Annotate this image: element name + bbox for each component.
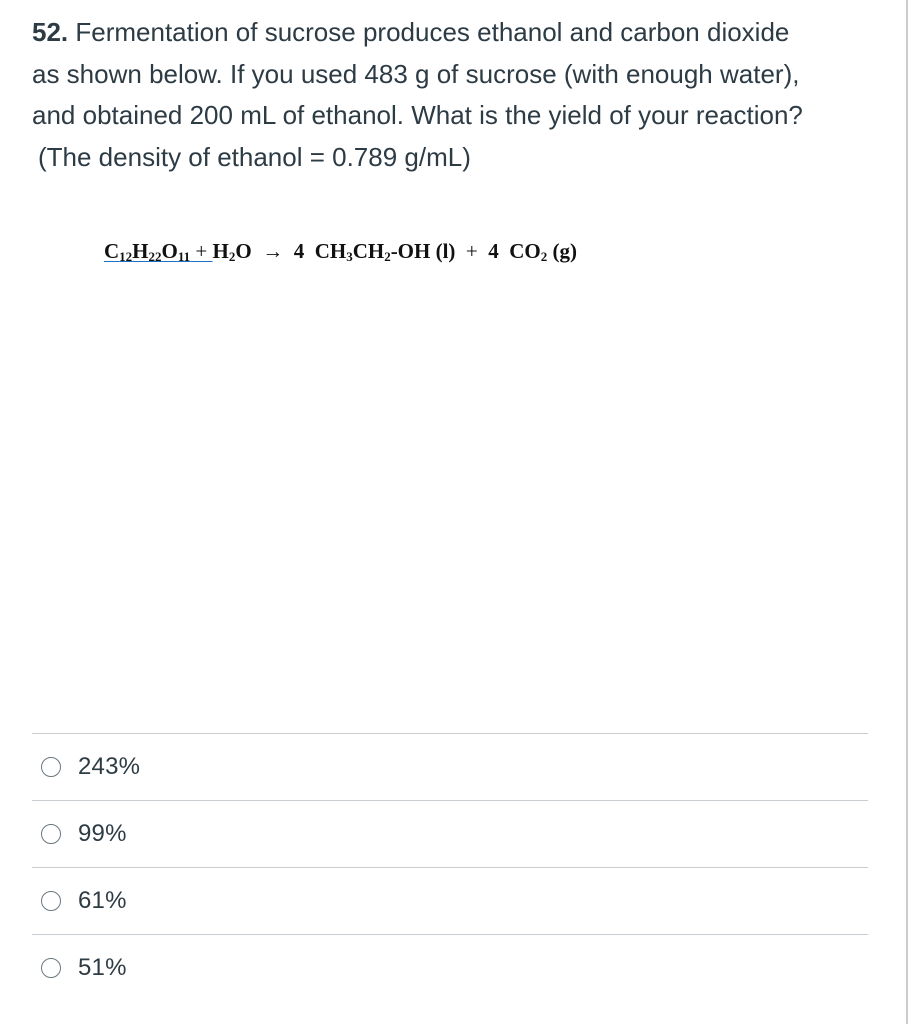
reaction-arrow-icon: →: [251, 239, 294, 263]
ethanol-sub-1: 3: [346, 249, 353, 264]
question-line-2: as shown below. If you used 483 g of sucrose (with enough water),: [32, 58, 800, 89]
co2-sub-1: 2: [540, 249, 548, 264]
co2-part-2: (g): [547, 239, 578, 263]
co2-coefficient: 4: [488, 239, 510, 263]
sucrose-o-sub: 11: [177, 249, 191, 264]
water-o: O: [235, 239, 252, 263]
answer-label-1: 243%: [78, 753, 141, 780]
question-line-4: (The density of ethanol = 0.789 g/mL): [38, 141, 471, 172]
plus-sign-2: +: [455, 239, 489, 263]
sucrose-h: H: [132, 239, 149, 263]
ethanol-sub-2: 2: [384, 249, 391, 264]
ethanol-part-3: -OH (l): [390, 239, 456, 263]
radio-button-icon[interactable]: [41, 958, 61, 978]
sucrose-c-sub: 12: [119, 249, 133, 264]
sucrose-h-sub: 22: [148, 249, 162, 264]
water-h: H: [212, 239, 229, 263]
plus-sign-1: +: [190, 239, 213, 263]
question-line-3: and obtained 200 mL of ethanol. What is the yield of your reaction?: [32, 100, 803, 130]
sucrose-o: O: [161, 239, 178, 263]
answer-label-3: 61%: [78, 887, 127, 914]
question-text: [32, 12, 877, 178]
ethanol-part-1: CH: [314, 239, 347, 263]
answer-label-2: 99%: [78, 820, 127, 847]
question-number: 52.: [32, 17, 69, 47]
question-line-1: [32, 12, 877, 54]
answer-option-3[interactable]: [32, 867, 868, 934]
water-h-sub: 2: [228, 249, 236, 264]
ethanol-coefficient: 4: [293, 239, 315, 263]
ethanol-formula: [315, 239, 456, 263]
chemical-equation: [104, 236, 577, 266]
question-line-1-text: Fermentation of sucrose produces ethanol and carbon dioxide: [68, 17, 790, 47]
sucrose-formula: [104, 239, 213, 263]
answer-option-2[interactable]: [32, 800, 868, 867]
answer-option-1[interactable]: [32, 733, 868, 800]
radio-button-icon[interactable]: [41, 757, 61, 777]
answer-label-4: 51%: [78, 954, 127, 981]
ethanol-part-2: CH: [352, 239, 385, 263]
water-formula: [213, 239, 252, 263]
answer-list: [32, 733, 868, 1001]
radio-button-icon[interactable]: [41, 891, 61, 911]
radio-button-icon[interactable]: [41, 824, 61, 844]
co2-formula: [509, 239, 577, 263]
co2-part-1: CO: [509, 239, 541, 263]
answer-option-4[interactable]: [32, 934, 868, 1001]
sucrose-c: C: [104, 239, 120, 263]
